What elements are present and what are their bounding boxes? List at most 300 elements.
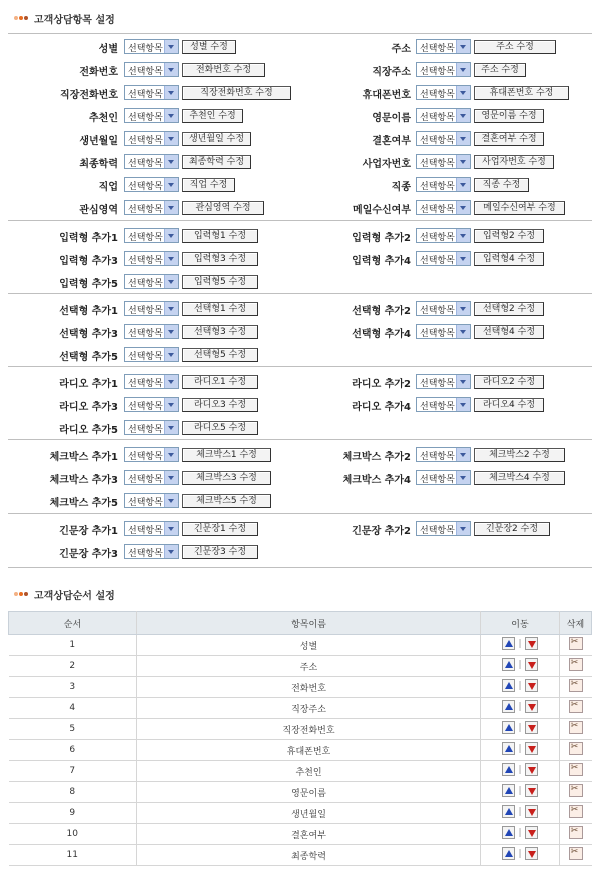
- delete-icon[interactable]: [569, 847, 583, 860]
- edit-button[interactable]: 선택형4 수정: [474, 325, 544, 339]
- edit-button[interactable]: 주소 수정: [474, 63, 526, 77]
- item-name: 주소: [137, 656, 481, 677]
- select-value: 선택항목: [128, 379, 163, 389]
- edit-button[interactable]: 선택형1 수정: [182, 302, 258, 316]
- move-cell: [481, 635, 560, 656]
- chevron-down-icon[interactable]: [456, 325, 470, 338]
- order-number: 5: [9, 719, 137, 740]
- chevron-down-icon[interactable]: [164, 522, 178, 535]
- select-value: 선택항목: [420, 256, 455, 266]
- delete-icon[interactable]: [569, 721, 583, 734]
- field-label: 사업자번호: [362, 159, 411, 170]
- chevron-down-icon[interactable]: [456, 63, 470, 76]
- edit-button[interactable]: 성별 수정: [182, 40, 236, 54]
- item-name: 성별: [137, 635, 481, 656]
- field-select[interactable]: [416, 301, 471, 316]
- chevron-down-icon[interactable]: [456, 448, 470, 461]
- chevron-down-icon[interactable]: [456, 178, 470, 191]
- field-label: 전화번호: [79, 67, 118, 78]
- item-name: 최종학력: [137, 845, 481, 866]
- chevron-down-icon[interactable]: [456, 375, 470, 388]
- field-select[interactable]: [124, 374, 179, 389]
- chevron-down-icon[interactable]: [164, 178, 178, 191]
- select-value: 선택항목: [128, 279, 163, 289]
- delete-cell: [560, 656, 592, 677]
- edit-button[interactable]: 선택형3 수정: [182, 325, 258, 339]
- separator: |: [518, 680, 522, 691]
- delete-icon[interactable]: [569, 742, 583, 755]
- edit-button[interactable]: 긴문장1 수정: [182, 522, 258, 536]
- edit-button[interactable]: 라디오4 수정: [474, 398, 544, 412]
- edit-button[interactable]: 선택형5 수정: [182, 348, 258, 362]
- table-row: [9, 845, 592, 866]
- edit-button[interactable]: 최종학력 수정: [182, 155, 251, 169]
- delete-cell: [560, 635, 592, 656]
- table-row: [9, 824, 592, 845]
- order-number: 3: [9, 677, 137, 698]
- header-delete: 삭제: [560, 612, 592, 635]
- item-name: 결혼여부: [137, 824, 481, 845]
- item-name: 직장전화번호: [137, 719, 481, 740]
- move-cell: [481, 740, 560, 761]
- group-divider: [8, 567, 592, 568]
- field-select[interactable]: [416, 62, 471, 77]
- field-select[interactable]: [124, 62, 179, 77]
- separator: |: [518, 848, 522, 859]
- select-value: 선택항목: [128, 475, 163, 485]
- table-row: [9, 719, 592, 740]
- move-cell: [481, 656, 560, 677]
- separator: |: [518, 638, 522, 649]
- order-number: 8: [9, 782, 137, 803]
- field-select[interactable]: [416, 154, 471, 169]
- field-select[interactable]: [416, 85, 471, 100]
- delete-icon[interactable]: [569, 805, 583, 818]
- arrow-up-icon[interactable]: [502, 658, 515, 671]
- edit-button[interactable]: 긴문장2 수정: [474, 522, 550, 536]
- arrow-up-icon[interactable]: [502, 847, 515, 860]
- field-select[interactable]: [416, 470, 471, 485]
- move-cell: [481, 698, 560, 719]
- edit-button[interactable]: 사업자번호 수정: [474, 155, 554, 169]
- select-value: 선택항목: [128, 205, 163, 215]
- field-label: 긴문장 추가2: [352, 526, 411, 537]
- field-select[interactable]: [124, 420, 179, 435]
- edit-button[interactable]: 체크박스1 수정: [182, 448, 271, 462]
- item-name: 생년월일: [137, 803, 481, 824]
- arrow-up-icon[interactable]: [502, 742, 515, 755]
- table-row: [9, 635, 592, 656]
- select-value: 선택항목: [128, 113, 163, 123]
- chevron-down-icon[interactable]: [164, 63, 178, 76]
- edit-button[interactable]: 라디오5 수정: [182, 421, 258, 435]
- field-select[interactable]: [416, 228, 471, 243]
- field-label: 직장주소: [372, 67, 411, 78]
- delete-icon[interactable]: [569, 784, 583, 797]
- select-value: 선택항목: [420, 90, 455, 100]
- select-value: 선택항목: [420, 526, 455, 536]
- field-select[interactable]: [124, 200, 179, 215]
- field-label: 결혼여부: [372, 136, 411, 147]
- edit-button[interactable]: 추천인 수정: [182, 109, 243, 123]
- item-name: 직장주소: [137, 698, 481, 719]
- item-name: 전화번호: [137, 677, 481, 698]
- delete-icon[interactable]: [569, 763, 583, 776]
- field-label: 입력형 추가4: [352, 256, 411, 267]
- arrow-up-icon[interactable]: [502, 763, 515, 776]
- chevron-down-icon[interactable]: [164, 201, 178, 214]
- group-divider: [8, 439, 592, 440]
- move-cell: [481, 824, 560, 845]
- edit-button[interactable]: 라디오1 수정: [182, 375, 258, 389]
- edit-button[interactable]: 직장전화번호 수정: [182, 86, 291, 100]
- delete-icon[interactable]: [569, 679, 583, 692]
- arrow-up-icon[interactable]: [502, 805, 515, 818]
- edit-button[interactable]: 입력형2 수정: [474, 229, 544, 243]
- edit-button[interactable]: 입력형3 수정: [182, 252, 258, 266]
- arrow-down-icon[interactable]: [525, 763, 538, 776]
- move-cell: [481, 803, 560, 824]
- field-label: 체크박스 추가3: [49, 475, 118, 486]
- arrow-up-icon[interactable]: [502, 784, 515, 797]
- arrow-down-icon[interactable]: [525, 847, 538, 860]
- chevron-down-icon[interactable]: [164, 398, 178, 411]
- delete-cell: [560, 677, 592, 698]
- delete-cell: [560, 740, 592, 761]
- field-select[interactable]: [124, 108, 179, 123]
- field-label: 입력형 추가1: [59, 233, 118, 244]
- order-number: 1: [9, 635, 137, 656]
- select-value: 선택항목: [420, 306, 455, 316]
- delete-cell: [560, 761, 592, 782]
- select-value: 선택항목: [128, 329, 163, 339]
- group-divider: [8, 513, 592, 514]
- delete-icon[interactable]: [569, 826, 583, 839]
- arrow-down-icon[interactable]: [525, 805, 538, 818]
- edit-button[interactable]: 입력형4 수정: [474, 252, 544, 266]
- select-value: 선택항목: [420, 402, 455, 412]
- move-cell: [481, 719, 560, 740]
- field-label: 입력형 추가3: [59, 256, 118, 267]
- select-value: 선택항목: [128, 352, 163, 362]
- field-select[interactable]: [124, 85, 179, 100]
- field-label: 체크박스 추가5: [49, 498, 118, 509]
- field-label: 메일수신여부: [353, 205, 411, 216]
- field-select[interactable]: [124, 397, 179, 412]
- select-value: 선택항목: [420, 233, 455, 243]
- select-value: 선택항목: [128, 90, 163, 100]
- field-label: 체크박스 추가4: [342, 475, 411, 486]
- field-select[interactable]: [124, 544, 179, 559]
- edit-button[interactable]: 라디오3 수정: [182, 398, 258, 412]
- table-row: [9, 656, 592, 677]
- field-label: 주소: [391, 44, 411, 55]
- select-value: 선택항목: [420, 379, 455, 389]
- field-select[interactable]: [416, 397, 471, 412]
- field-select[interactable]: [124, 131, 179, 146]
- field-select[interactable]: [124, 301, 179, 316]
- order-number: 2: [9, 656, 137, 677]
- arrow-down-icon[interactable]: [525, 742, 538, 755]
- field-select[interactable]: [416, 251, 471, 266]
- order-number: 6: [9, 740, 137, 761]
- table-row: [9, 782, 592, 803]
- move-cell: [481, 845, 560, 866]
- order-table: [8, 611, 592, 866]
- field-select[interactable]: [416, 177, 471, 192]
- table-row: [9, 677, 592, 698]
- arrow-down-icon[interactable]: [525, 700, 538, 713]
- chevron-down-icon[interactable]: [456, 201, 470, 214]
- field-label: 성별: [98, 44, 118, 55]
- order-table-header: [9, 612, 592, 635]
- chevron-down-icon[interactable]: [164, 155, 178, 168]
- separator: |: [518, 785, 522, 796]
- select-value: 선택항목: [128, 233, 163, 243]
- edit-button[interactable]: 직업 수정: [182, 178, 235, 192]
- field-label: 선택형 추가2: [352, 306, 411, 317]
- field-label: 관심영역: [79, 205, 118, 216]
- field-select[interactable]: [124, 154, 179, 169]
- edit-button[interactable]: 휴대폰번호 수정: [474, 86, 569, 100]
- chevron-down-icon[interactable]: [164, 494, 178, 507]
- bullet-dots-icon: [14, 16, 29, 20]
- chevron-down-icon[interactable]: [456, 155, 470, 168]
- delete-cell: [560, 698, 592, 719]
- edit-button[interactable]: 생년월일 수정: [182, 132, 251, 146]
- field-label: 라디오 추가3: [59, 402, 118, 413]
- field-select[interactable]: [416, 521, 471, 536]
- field-label: 추천인: [89, 113, 118, 124]
- edit-button[interactable]: 체크박스3 수정: [182, 471, 271, 485]
- chevron-down-icon[interactable]: [164, 375, 178, 388]
- header-move: 이동: [481, 612, 560, 635]
- field-label: 라디오 추가1: [59, 379, 118, 390]
- chevron-down-icon[interactable]: [164, 545, 178, 558]
- field-label: 직장전화번호: [60, 90, 118, 101]
- field-select[interactable]: [124, 347, 179, 362]
- field-select[interactable]: [124, 228, 179, 243]
- chevron-down-icon[interactable]: [164, 421, 178, 434]
- chevron-down-icon[interactable]: [164, 302, 178, 315]
- chevron-down-icon[interactable]: [164, 109, 178, 122]
- delete-cell: [560, 845, 592, 866]
- field-select[interactable]: [124, 251, 179, 266]
- field-label: 최종학력: [79, 159, 118, 170]
- field-label: 긴문장 추가3: [59, 549, 118, 560]
- field-select[interactable]: [124, 447, 179, 462]
- chevron-down-icon[interactable]: [164, 275, 178, 288]
- chevron-down-icon[interactable]: [164, 252, 178, 265]
- separator: |: [518, 764, 522, 775]
- edit-button[interactable]: 긴문장3 수정: [182, 545, 258, 559]
- select-value: 선택항목: [420, 113, 455, 123]
- arrow-down-icon[interactable]: [525, 658, 538, 671]
- field-label: 라디오 추가4: [352, 402, 411, 413]
- select-value: 선택항목: [128, 159, 163, 169]
- chevron-down-icon[interactable]: [456, 302, 470, 315]
- chevron-down-icon[interactable]: [164, 448, 178, 461]
- edit-button[interactable]: 영문이름 수정: [474, 109, 544, 123]
- chevron-down-icon[interactable]: [456, 40, 470, 53]
- field-label: 라디오 추가2: [352, 379, 411, 390]
- field-label: 생년월일: [79, 136, 118, 147]
- field-label: 선택형 추가3: [59, 329, 118, 340]
- chevron-down-icon[interactable]: [164, 40, 178, 53]
- field-select[interactable]: [124, 470, 179, 485]
- separator: |: [518, 827, 522, 838]
- delete-cell: [560, 782, 592, 803]
- chevron-down-icon[interactable]: [456, 132, 470, 145]
- edit-button[interactable]: 라디오2 수정: [474, 375, 544, 389]
- move-cell: [481, 782, 560, 803]
- delete-cell: [560, 719, 592, 740]
- select-value: 선택항목: [128, 182, 163, 192]
- section-title-order: [14, 587, 115, 601]
- separator: |: [518, 806, 522, 817]
- delete-icon[interactable]: [569, 637, 583, 650]
- chevron-down-icon[interactable]: [456, 229, 470, 242]
- chevron-down-icon[interactable]: [456, 109, 470, 122]
- chevron-down-icon[interactable]: [164, 471, 178, 484]
- field-label: 라디오 추가5: [59, 425, 118, 436]
- separator: |: [518, 659, 522, 670]
- field-select[interactable]: [416, 39, 471, 54]
- edit-button[interactable]: 관심영역 수정: [182, 201, 264, 215]
- select-value: 선택항목: [420, 44, 455, 54]
- arrow-down-icon[interactable]: [525, 721, 538, 734]
- edit-button[interactable]: 체크박스5 수정: [182, 494, 271, 508]
- header-item-name: 항목이름: [137, 612, 481, 635]
- select-value: 선택항목: [128, 402, 163, 412]
- group-divider: [8, 366, 592, 367]
- arrow-down-icon[interactable]: [525, 826, 538, 839]
- field-label: 선택형 추가4: [352, 329, 411, 340]
- arrow-up-icon[interactable]: [502, 637, 515, 650]
- item-name: 영문이름: [137, 782, 481, 803]
- edit-button[interactable]: 직종 수정: [474, 178, 529, 192]
- field-select[interactable]: [124, 274, 179, 289]
- edit-button[interactable]: 메일수신여부 수정: [474, 201, 565, 215]
- select-value: 선택항목: [420, 475, 455, 485]
- select-value: 선택항목: [128, 549, 163, 559]
- field-label: 체크박스 추가1: [49, 452, 118, 463]
- group-divider: [8, 220, 592, 221]
- chevron-down-icon[interactable]: [456, 522, 470, 535]
- edit-button[interactable]: 주소 수정: [474, 40, 556, 54]
- select-value: 선택항목: [128, 136, 163, 146]
- group-divider: [8, 293, 592, 294]
- select-value: 선택항목: [420, 159, 455, 169]
- arrow-up-icon[interactable]: [502, 679, 515, 692]
- chevron-down-icon[interactable]: [164, 86, 178, 99]
- delete-icon[interactable]: [569, 700, 583, 713]
- select-value: 선택항목: [420, 205, 455, 215]
- chevron-down-icon[interactable]: [164, 229, 178, 242]
- chevron-down-icon[interactable]: [456, 471, 470, 484]
- select-value: 선택항목: [420, 182, 455, 192]
- chevron-down-icon[interactable]: [456, 398, 470, 411]
- table-row: [9, 698, 592, 719]
- field-select[interactable]: [124, 39, 179, 54]
- delete-icon[interactable]: [569, 658, 583, 671]
- field-label: 긴문장 추가1: [59, 526, 118, 537]
- select-value: 선택항목: [128, 452, 163, 462]
- chevron-down-icon[interactable]: [164, 325, 178, 338]
- item-name: 휴대폰번호: [137, 740, 481, 761]
- field-select[interactable]: [124, 521, 179, 536]
- field-select[interactable]: [124, 324, 179, 339]
- select-value: 선택항목: [420, 136, 455, 146]
- chevron-down-icon[interactable]: [456, 86, 470, 99]
- select-value: 선택항목: [128, 425, 163, 435]
- select-value: 선택항목: [420, 329, 455, 339]
- field-select[interactable]: [124, 177, 179, 192]
- edit-button[interactable]: 입력형1 수정: [182, 229, 258, 243]
- bullet-dots-icon: [14, 592, 29, 596]
- arrow-up-icon[interactable]: [502, 700, 515, 713]
- arrow-down-icon[interactable]: [525, 679, 538, 692]
- field-select[interactable]: [416, 374, 471, 389]
- select-value: 선택항목: [128, 498, 163, 508]
- field-select[interactable]: [416, 447, 471, 462]
- field-label: 직업: [98, 182, 118, 193]
- edit-button[interactable]: 선택형2 수정: [474, 302, 544, 316]
- select-value: 선택항목: [128, 44, 163, 54]
- order-number: 11: [9, 845, 137, 866]
- field-label: 선택형 추가5: [59, 352, 118, 363]
- field-label: 직종: [391, 182, 411, 193]
- chevron-down-icon[interactable]: [456, 252, 470, 265]
- section-title-text: 고객상담항목 설정: [34, 14, 115, 26]
- field-select[interactable]: [124, 493, 179, 508]
- item-name: 추천인: [137, 761, 481, 782]
- edit-button[interactable]: 체크박스4 수정: [474, 471, 565, 485]
- section-title-text: 고객상담순서 설정: [34, 590, 115, 602]
- select-value: 선택항목: [128, 526, 163, 536]
- select-value: 선택항목: [128, 67, 163, 77]
- edit-button[interactable]: 체크박스2 수정: [474, 448, 565, 462]
- order-number: 9: [9, 803, 137, 824]
- arrow-up-icon[interactable]: [502, 721, 515, 734]
- table-row: [9, 740, 592, 761]
- field-select[interactable]: [416, 108, 471, 123]
- field-select[interactable]: [416, 131, 471, 146]
- arrow-down-icon[interactable]: [525, 784, 538, 797]
- order-number: 7: [9, 761, 137, 782]
- separator: |: [518, 722, 522, 733]
- table-row: [9, 803, 592, 824]
- section-title-fields: [14, 11, 115, 25]
- top-divider: [8, 33, 592, 34]
- move-cell: [481, 761, 560, 782]
- arrow-down-icon[interactable]: [525, 637, 538, 650]
- field-select[interactable]: [416, 324, 471, 339]
- select-value: 선택항목: [128, 306, 163, 316]
- arrow-up-icon[interactable]: [502, 826, 515, 839]
- field-label: 선택형 추가1: [59, 306, 118, 317]
- edit-button[interactable]: 결혼여부 수정: [474, 132, 544, 146]
- order-number: 4: [9, 698, 137, 719]
- select-value: 선택항목: [128, 256, 163, 266]
- chevron-down-icon[interactable]: [164, 348, 178, 361]
- header-order: 순서: [9, 612, 137, 635]
- chevron-down-icon[interactable]: [164, 132, 178, 145]
- edit-button[interactable]: 입력형5 수정: [182, 275, 258, 289]
- separator: |: [518, 743, 522, 754]
- field-select[interactable]: [416, 200, 471, 215]
- edit-button[interactable]: 전화번호 수정: [182, 63, 265, 77]
